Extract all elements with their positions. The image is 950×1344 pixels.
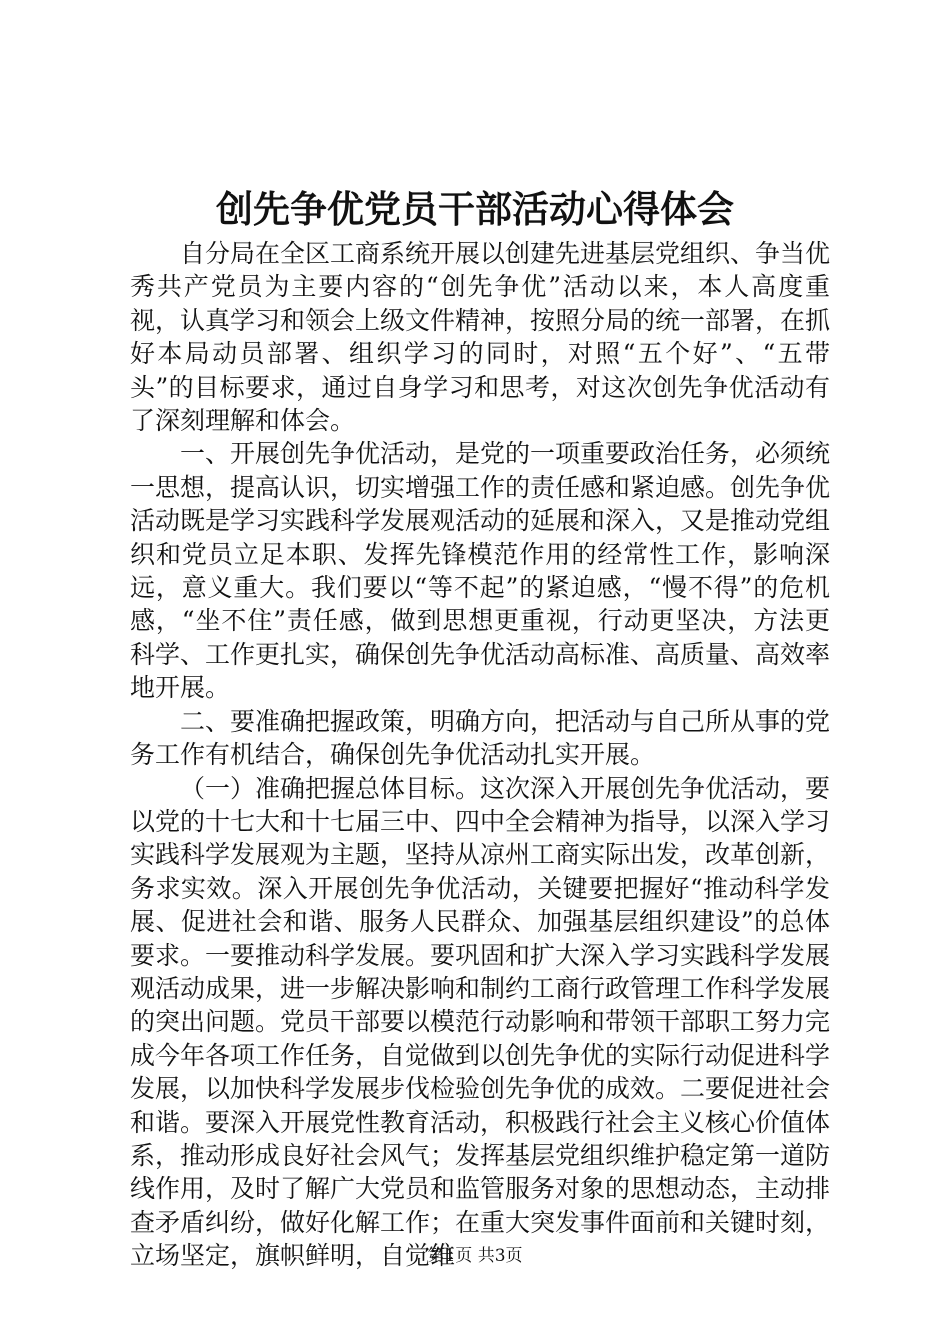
- paragraph-section-two: 二、要准确把握政策，明确方向，把活动与自己所从事的党务工作有机结合，确保创先争优活动扎实开展。: [130, 706, 831, 770]
- paragraph-subsection-one: （一）准确把握总体目标。这次深入开展创先争优活动，要以党的十七大和十七届三中、四中全会精神为指导，以深入学习实践科学发展观为主题，坚持从凉州工商实际出发，改革创新，务求实效。深入开展创先争优活动，关键要把握好“推动科学发展、促进社会和谐、服务人民群众、加强基层组织建设”的总体要求。一要推动科学发展。要巩固和扩大深入学习实践科学发展观活动成果，进一步解决影响和制约工商行政管理工作科学发展的突出问题。党员干部要以模范行动影响和带领干部职工努力完成今年各项工作任务，自觉做到以创先争优的实际行动促进科学发展，以加快科学发展步伐检验创先争优的成效。二要促进社会和谐。要深入开展党性教育活动，积极践行社会主义核心价值体系，推动形成良好社会风气；发挥基层党组织维护稳定第一道防线作用，及时了解广大党员和监管服务对象的思想动态，主动排查矛盾纠纷，做好化解工作；在重大突发事件面前和关键时刻，立场坚定，旗帜鲜明，自觉维: [130, 773, 831, 1271]
- paragraph-section-one: 一、开展创先争优活动，是党的一项重要政治任务，必须统一思想，提高认识，切实增强工作的责任感和紧迫感。创先争优活动既是学习实践科学发展观活动的延展和深入，又是推动党组织和党员立足本职、发挥先锋模范作用的经常性工作，影响深远，意义重大。我们要以“等不起”的紧迫感，“慢不得”的危机感，“坐不住”责任感，做到思想更重视，行动更坚决，方法更科学、工作更扎实，确保创先争优活动高标准、高质量、高效率地开展。: [130, 439, 831, 703]
- paragraph-intro: 自分局在全区工商系统开展以创建先进基层党组织、争当优秀共产党员为主要内容的“创先争优”活动以来，本人高度重视，认真学习和领会上级文件精神，按照分局的统一部署，在抓好本局动员部署、组织学习的同时，对照“五个好”、“五带头”的目标要求，通过自身学习和思考，对这次创先争优活动有了深刻理解和体会。: [130, 239, 831, 436]
- page-title: 创先争优党员干部活动心得体会: [216, 187, 734, 231]
- page-number-footer: 第1页 共3页: [427, 1246, 523, 1266]
- document-body: [130, 237, 830, 1273]
